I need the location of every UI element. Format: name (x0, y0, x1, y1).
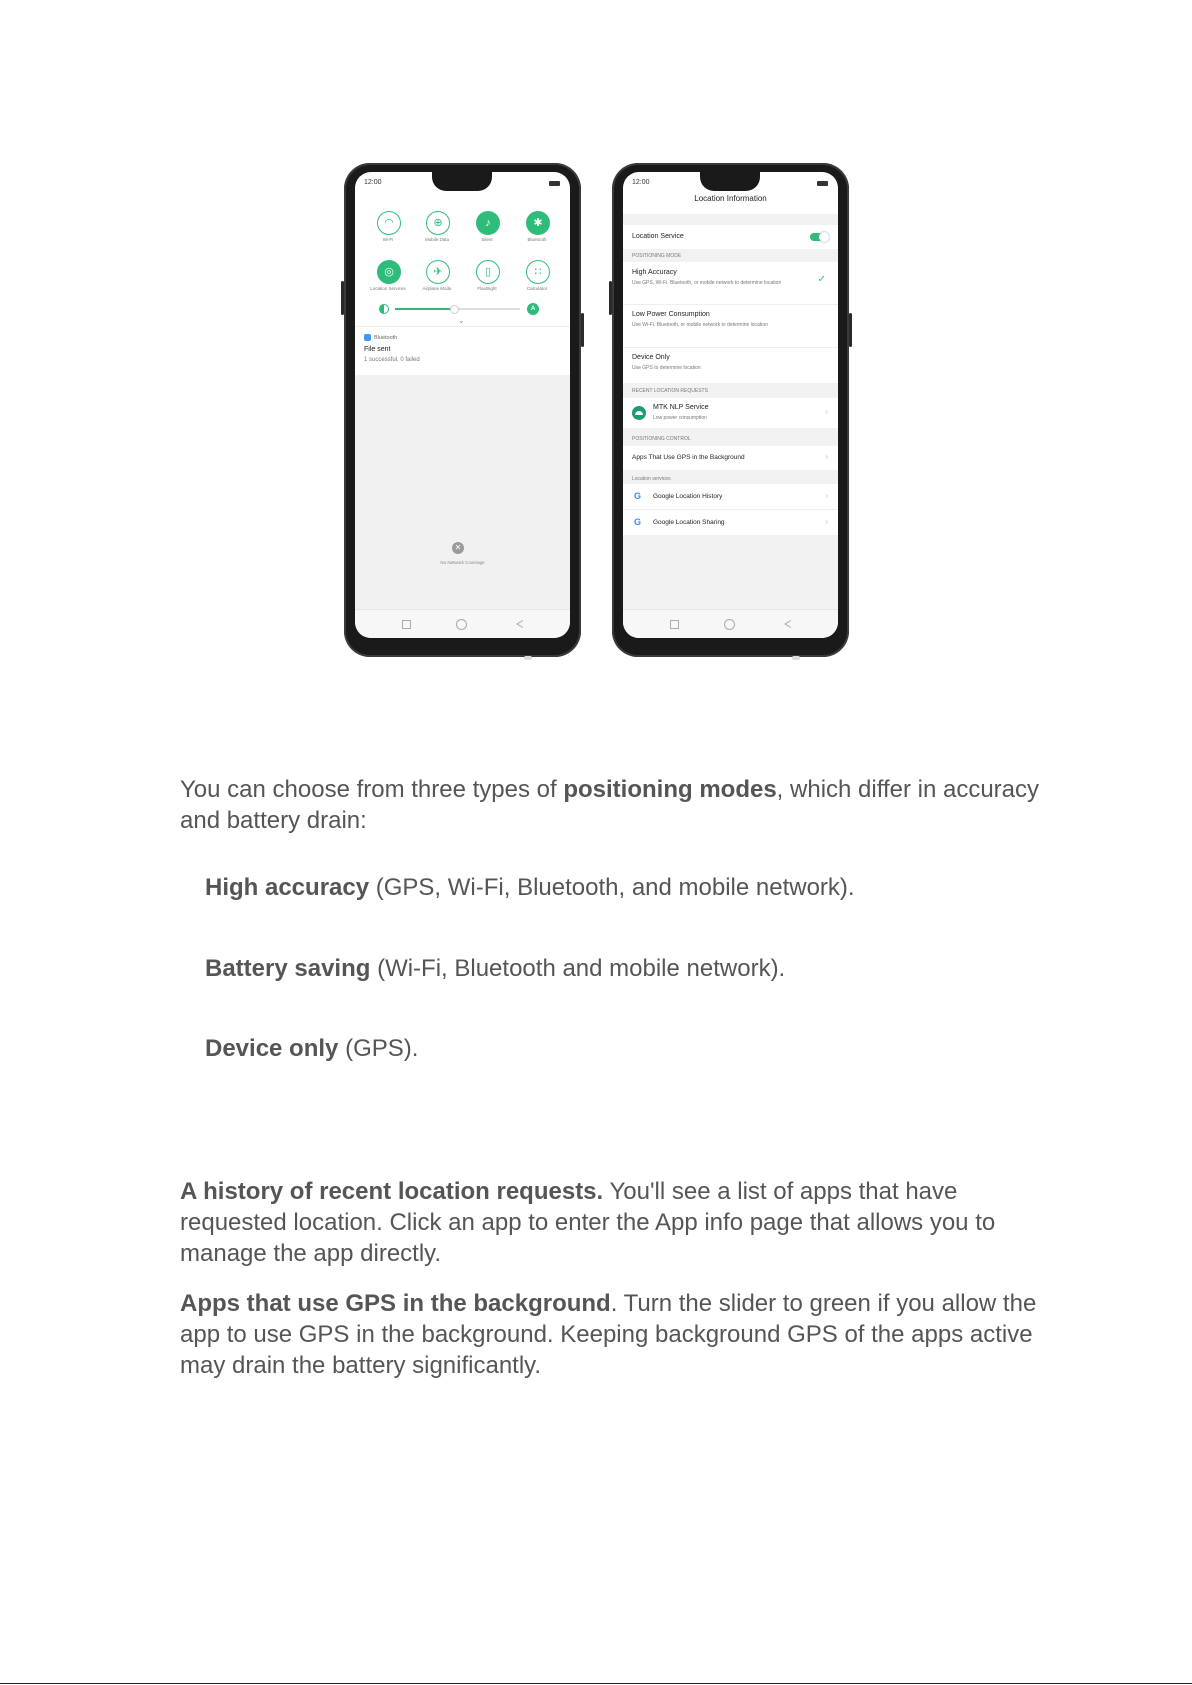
recent-app-subtitle: Low power consumption (653, 415, 707, 421)
bluetooth-icon[interactable]: ✱ (526, 211, 550, 235)
intro-text: You can choose from three types of (180, 776, 564, 803)
nav-bar (623, 609, 838, 638)
background-gps-paragraph (180, 1288, 1060, 1381)
mode-subtitle: Use GPS to determine location (632, 365, 701, 371)
google-icon: G (634, 491, 642, 501)
phone-screen (355, 172, 570, 638)
calculator-icon[interactable]: ∷ (526, 260, 550, 284)
section-header (623, 470, 838, 484)
power-button (849, 313, 852, 347)
location-service-label: Location Service (632, 233, 684, 240)
chevron-right-icon: › (825, 452, 828, 461)
paragraph-bold: A history of recent location requests. (180, 1178, 604, 1205)
section-positioning-mode: POSITIONING MODE (632, 253, 682, 259)
bell-icon[interactable]: ♪ (476, 211, 500, 235)
google-item-label: Google Location Sharing (653, 519, 725, 526)
mode-title: Low Power Consumption (632, 311, 710, 318)
notification-card[interactable] (355, 326, 570, 376)
item-text: (Wi-Fi, Bluetooth and mobile network). (370, 955, 786, 982)
brightness-fill (395, 308, 453, 310)
intro-paragraph (180, 774, 1060, 836)
background-gps-row[interactable] (623, 446, 838, 470)
notification-text: 1 successful, 0 failed (364, 357, 420, 363)
recent-app-title: MTK NLP Service (653, 404, 709, 411)
item-text: (GPS). (338, 1035, 419, 1062)
recents-icon[interactable] (670, 620, 679, 629)
status-time: 12:00 (632, 179, 650, 186)
google-icon: G (634, 517, 642, 527)
recent-app-row[interactable] (623, 398, 838, 428)
background-gps-label: Apps That Use GPS in the Background (632, 454, 745, 461)
google-item-label: Google Location History (653, 493, 723, 500)
qs-label: Silent (481, 237, 493, 242)
paragraph-text: . Turn the slider to green if you allow the app to use GPS in the background. Keeping background GPS of the apps active may drain the battery significantly. (180, 1290, 1037, 1379)
back-icon[interactable] (784, 620, 791, 628)
mode-subtitle: Use GPS, Wi-Fi, Bluetooth, or mobile network to determine location (632, 280, 782, 286)
battery-icon (549, 181, 560, 186)
volume-button (609, 281, 612, 315)
no-network-icon: ✕ (452, 542, 464, 554)
page-title: Location Information (694, 194, 767, 203)
section-location-services: Location services (632, 476, 671, 482)
chevron-right-icon: › (825, 517, 828, 526)
brightness-slider[interactable] (395, 308, 520, 310)
qs-label: Airplane Mode (422, 286, 452, 291)
notch (700, 172, 760, 191)
android-icon (632, 406, 646, 420)
qs-label: Mobile Data (424, 237, 449, 242)
nav-bar (355, 609, 570, 638)
mode-device-only[interactable] (623, 348, 838, 383)
brightness-knob[interactable] (450, 305, 459, 314)
item-bold: High accuracy (205, 874, 370, 901)
section-header (623, 428, 838, 446)
globe-icon[interactable]: ⊕ (426, 211, 450, 235)
qs-label: Bluetooth (527, 237, 547, 242)
qs-label: Flashlight (477, 286, 497, 291)
home-icon[interactable] (456, 619, 467, 630)
location-service-row[interactable] (623, 225, 838, 249)
item-bold: Device only (205, 1035, 339, 1062)
location-icon[interactable]: ◎ (377, 260, 401, 284)
mode-low-power[interactable] (623, 305, 838, 348)
mode-title: High Accuracy (632, 269, 677, 276)
paragraph-bold: Apps that use GPS in the background (180, 1290, 611, 1317)
mode-title: Device Only (632, 354, 670, 361)
airplane-icon[interactable]: ✈ (426, 260, 450, 284)
mode-subtitle: Use Wi-Fi, Bluetooth, or mobile network to determine location (632, 322, 768, 328)
empty-area (355, 375, 570, 610)
mode-item-device-only (205, 1033, 418, 1064)
notification-title: File sent (364, 346, 391, 353)
section-header (623, 383, 838, 398)
power-button (581, 313, 584, 347)
spacer (623, 214, 838, 225)
auto-brightness-icon[interactable]: A (527, 303, 539, 315)
qs-label: Calculator (526, 286, 548, 291)
empty-area (623, 535, 838, 610)
google-location-sharing-row[interactable] (623, 510, 838, 535)
mode-high-accuracy[interactable] (623, 262, 838, 305)
bottom-port (792, 656, 800, 660)
mode-item-high-accuracy (205, 872, 855, 903)
section-recent-requests: RECENT LOCATION REQUESTS (632, 388, 708, 394)
battery-icon (817, 181, 828, 186)
check-icon: ✓ (817, 274, 826, 285)
back-icon[interactable] (516, 620, 523, 628)
recents-icon[interactable] (402, 620, 411, 629)
bottom-port (524, 656, 532, 660)
notification-app-name: Bluetooth (374, 334, 398, 341)
no-network-text: No Network Coverage (440, 560, 485, 565)
qs-label: Wi-Fi (382, 237, 394, 242)
mode-item-battery-saving (205, 953, 785, 984)
recent-requests-paragraph (180, 1176, 1060, 1269)
bluetooth-app-icon (364, 334, 371, 341)
item-bold: Battery saving (205, 955, 371, 982)
section-positioning-control: POSITIONING CONTROL (632, 436, 691, 442)
intro-bold: positioning modes (563, 776, 777, 803)
location-service-toggle[interactable] (810, 233, 828, 241)
phone-location-information (612, 163, 849, 657)
notification-app (364, 334, 397, 341)
chevron-right-icon: › (825, 491, 828, 500)
notch (432, 172, 492, 191)
phone-quick-settings (344, 163, 581, 657)
intro-text-end: , which differ in accuracy and battery drain: (180, 776, 1040, 834)
chevron-right-icon: › (825, 407, 828, 416)
volume-button (341, 281, 344, 315)
item-text: (GPS, Wi-Fi, Bluetooth, and mobile network). (369, 874, 855, 901)
paragraph-text: You'll see a list of apps that have requested location. Click an app to enter the App info page that allows you to manage the app directly. (180, 1178, 996, 1267)
status-time: 12:00 (364, 179, 382, 186)
phone-screen (623, 172, 838, 638)
brightness-icon (379, 304, 389, 314)
flashlight-icon[interactable]: ▯ (476, 260, 500, 284)
wifi-icon[interactable]: ◠ (377, 211, 401, 235)
home-icon[interactable] (724, 619, 735, 630)
footer-divider (0, 1683, 1192, 1684)
section-header (623, 249, 838, 262)
google-location-history-row[interactable] (623, 484, 838, 510)
qs-label: Location Services (370, 286, 406, 291)
chevron-down-icon[interactable]: ⌄ (458, 316, 465, 325)
